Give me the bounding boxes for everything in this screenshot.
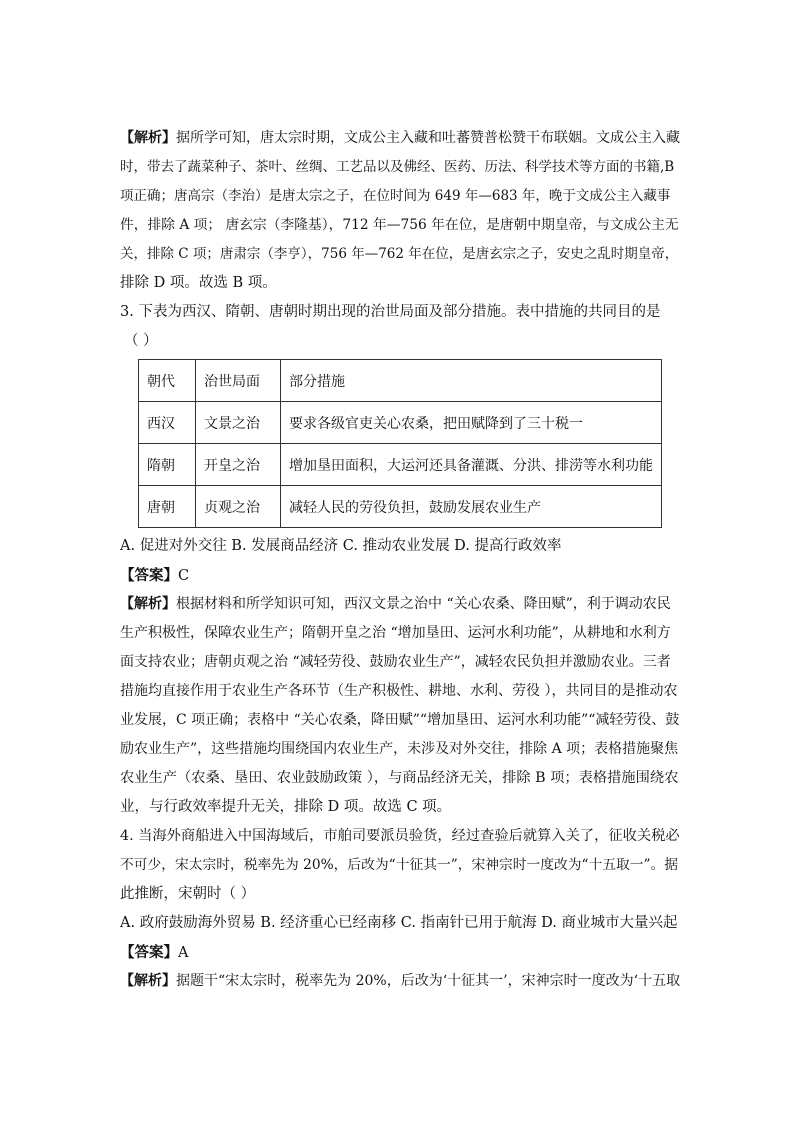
q3-analysis-line-6: 励农业生产”，这些措施均围绕国内农业生产，未涉及对外交往，排除 A 项；表格措施聚焦 bbox=[120, 741, 679, 757]
table-header-cell: 部分措施 bbox=[281, 360, 662, 402]
q3-analysis-line-3: 面支持农业；唐朝贞观之治 “减轻劳役、鼓励农业生产”，减轻农民负担并激励农业。三者 bbox=[120, 654, 671, 670]
table-header-cell: 朝代 bbox=[139, 360, 196, 402]
table-cell: 要求各级官吏关心农桑，把田赋降到了三十税一 bbox=[281, 402, 662, 444]
q2-analysis-line-4: 件，排除 A 项； 唐玄宗（李隆基），712 年—756 年在位，是唐朝中期皇帝，与文成公主无 bbox=[120, 217, 679, 233]
document-page bbox=[120, 124, 680, 996]
q4-options: A. 政府鼓励海外贸易 B. 经济重心已经南移 C. 指南针已用于航海 D. 商业城市大量兴起 bbox=[120, 915, 678, 931]
table-cell: 减轻人民的劳役负担，鼓励发展农业生产 bbox=[281, 486, 662, 528]
table-cell: 西汉 bbox=[139, 402, 196, 444]
table-cell: 唐朝 bbox=[139, 486, 196, 528]
q4-stem-line-1: 4. 当海外商船进入中国海域后，市舶司要派员验货，经过查验后就算入关了，征收关税必 bbox=[120, 828, 680, 844]
table-cell: 贞观之治 bbox=[196, 486, 281, 528]
q4-analysis-line-1: 【解析】据题干“宋太宗时，税率先为 20%，后改为‘十征其一’，宋神宗时一度改为‘十五取 bbox=[120, 973, 681, 989]
q3-answer bbox=[120, 561, 680, 590]
q3-analysis-line-2: 生产积极性，保障农业生产；隋朝开皇之治 “增加垦田、运河水利功能”，从耕地和水利方 bbox=[120, 625, 671, 641]
table-row bbox=[139, 444, 662, 486]
q3-stem-line-2: （ ） bbox=[124, 333, 158, 349]
table-cell: 隋朝 bbox=[139, 444, 196, 486]
q3-analysis-line-8: 业，与行政效率提升无关，排除 D 项。故选 C 项。 bbox=[120, 799, 452, 815]
analysis-label: 【解析】 bbox=[120, 596, 176, 612]
answer-value: A bbox=[178, 945, 189, 961]
answer-label: 【答案】 bbox=[120, 944, 178, 961]
table-header-row bbox=[139, 360, 662, 402]
answer-value: C bbox=[178, 568, 190, 584]
answer-label: 【答案】 bbox=[120, 567, 178, 584]
table-cell: 开皇之治 bbox=[196, 444, 281, 486]
q2-analysis-line-3: 项正确；唐高宗（李治）是唐太宗之子，在位时间为 649 年—683 年，晚于文成公主入藏事 bbox=[120, 188, 671, 204]
q2-analysis-line-2: 时，带去了蔬菜种子、茶叶、丝绸、工艺品以及佛经、医药、历法、科学技术等方面的书籍,B bbox=[120, 159, 675, 175]
q3-analysis-line-4: 措施均直接作用于农业生产各环节（生产积极性、耕地、水利、劳役 ），共同目的是推动农 bbox=[120, 683, 678, 699]
q3-analysis-line-1: 【解析】根据材料和所学知识可知，西汉文景之治中 “关心农桑、降田赋”，利于调动农民 bbox=[120, 596, 671, 612]
table-cell: 增加垦田面积，大运河还具备灌溉、分洪、排涝等水利功能 bbox=[281, 444, 662, 486]
q2-analysis-line-6: 排除 D 项。故选 B 项。 bbox=[120, 275, 277, 291]
analysis-label: 【解析】 bbox=[120, 973, 176, 989]
q3-analysis-line-5: 业发展，C 项正确；表格中 “关心农桑，降田赋”“增加垦田、运河水利功能”“减轻劳役、鼓 bbox=[120, 712, 680, 728]
q4-stem-line-3: 此推断，宋朝时（ ） bbox=[120, 886, 256, 902]
q4-answer bbox=[120, 938, 680, 967]
q3-options: A. 促进对外交往 B. 发展商品经济 C. 推动农业发展 D. 提高行政效率 bbox=[120, 538, 562, 554]
table-row bbox=[139, 486, 662, 528]
table-header-cell: 治世局面 bbox=[196, 360, 281, 402]
q2-analysis-line-5: 关，排除 C 项；唐肃宗（李亨），756 年—762 年在位，是唐玄宗之子，安史之乱时期皇帝， bbox=[120, 246, 679, 262]
table-row bbox=[139, 402, 662, 444]
q4-stem-line-2: 不可少，宋太宗时，税率先为 20%，后改为“十征其一”，宋神宗时一度改为“十五取一”。据 bbox=[120, 857, 679, 873]
table-cell: 文景之治 bbox=[196, 402, 281, 444]
q3-analysis-line-7: 农业生产（农桑、垦田、农业鼓励政策 ），与商品经济无关，排除 B 项；表格措施围绕农 bbox=[120, 770, 679, 786]
analysis-label: 【解析】 bbox=[120, 130, 176, 146]
q3-table bbox=[138, 359, 662, 528]
q2-analysis-line-1: 【解析】据所学可知，唐太宗时期，文成公主入藏和吐蕃赞普松赞干布联姻。文成公主入藏 bbox=[120, 130, 680, 146]
q3-stem-line-1: 3. 下表为西汉、隋朝、唐朝时期出现的治世局面及部分措施。表中措施的共同目的是 bbox=[120, 304, 661, 320]
